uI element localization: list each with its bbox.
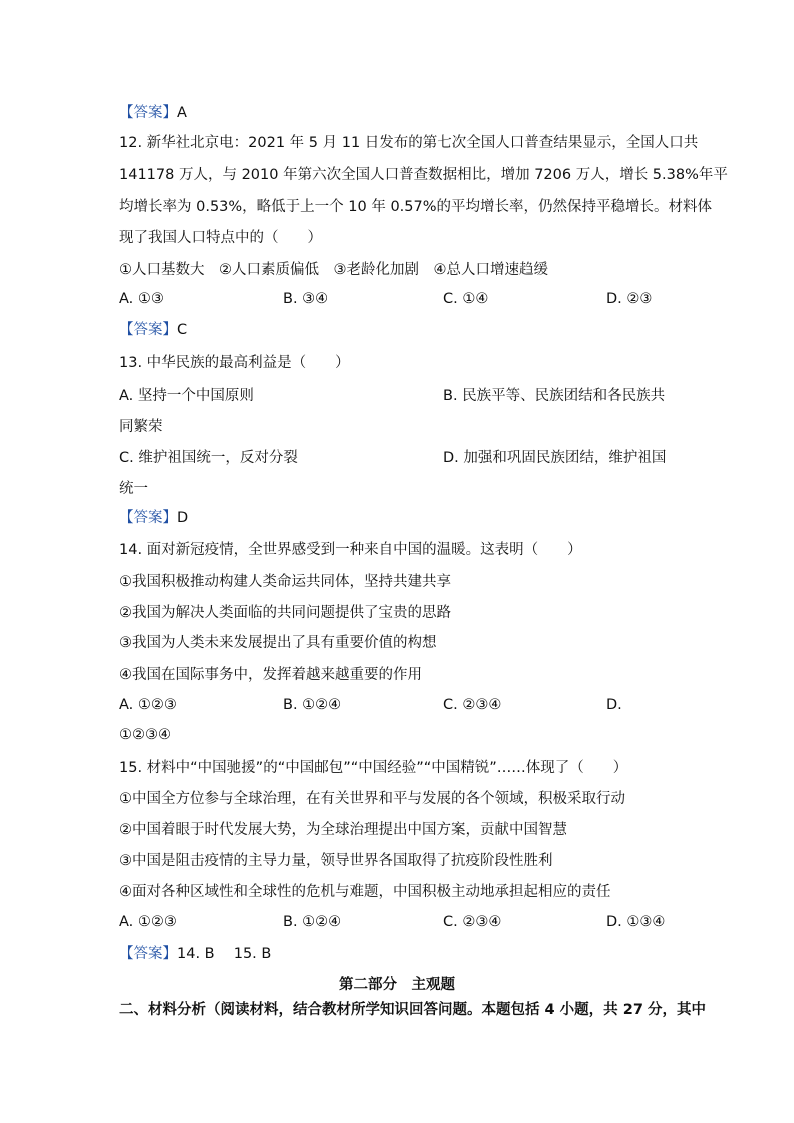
answer-line-14-15 [119, 944, 271, 964]
option-b: B. ①②④ [283, 914, 342, 930]
option-b-continued: 同繁荣 [119, 419, 163, 435]
option-d: D. 加强和巩固民族团结，维护祖国 [443, 450, 667, 466]
answer-line-13 [119, 508, 188, 528]
question-12-line-4: 现了我国人口特点中的（ ） [119, 230, 322, 246]
answer-value: 14. B 15. B [177, 946, 272, 962]
option-b: B. ①②④ [283, 697, 342, 713]
option-c: C. ①④ [443, 291, 489, 307]
section-intro: 二、材料分析（阅读材料，结合教材所学知识回答问题。本题包括 4 小题，共 27 分，其中 [119, 1002, 706, 1018]
question-15-item-1: ①中国全方位参与全球治理，在有关世界和平与发展的各个领域，积极采取行动 [119, 791, 625, 807]
option-a: A. ①②③ [119, 697, 177, 713]
option-b: B. 民族平等、民族团结和各民族共 [443, 388, 666, 404]
option-c: C. ②③④ [443, 697, 502, 713]
option-d: D. ②③ [606, 291, 653, 307]
answer-value: D [177, 510, 189, 526]
option-a: A. 坚持一个中国原则 [119, 388, 254, 404]
question-15-stem: 15. 材料中“中国驰援”的“中国邮包”“中国经验”“中国精锐”……体现了（ ） [119, 760, 628, 776]
option-d: D. ①③④ [606, 914, 666, 930]
option-d-continued: ①②③④ [119, 727, 171, 743]
question-15-item-2: ②中国着眼于时代发展大势，为全球治理提出中国方案，贡献中国智慧 [119, 822, 567, 838]
question-14-item-1: ①我国积极推动构建人类命运共同体，坚持共建共享 [119, 574, 451, 590]
answer-label: 【答案】 [119, 946, 177, 962]
option-c: C. ②③④ [443, 914, 502, 930]
option-a: A. ①②③ [119, 914, 177, 930]
answer-label: 【答案】 [119, 105, 177, 121]
question-15-item-4: ④面对各种区域性和全球性的危机与难题，中国积极主动地承担起相应的责任 [119, 884, 611, 900]
section-title: 第二部分 主观题 [339, 977, 455, 993]
question-12-line-3: 均增长率为 0.53%，略低于上一个 10 年 0.57%的平均增长率，仍然保持平稳增长。材料体 [119, 199, 713, 215]
option-d-continued: 统一 [119, 481, 148, 497]
answer-line-12 [119, 320, 187, 340]
answer-label: 【答案】 [119, 322, 177, 338]
option-a: A. ①③ [119, 291, 164, 307]
answer-value: C [177, 322, 188, 338]
question-12-line-2: 141178 万人，与 2010 年第六次全国人口普查数据相比，增加 7206 万人，增长 5.38%年平 [119, 167, 728, 183]
option-c: C. 维护祖国统一，反对分裂 [119, 450, 298, 466]
answer-line-11 [119, 103, 187, 123]
question-14-item-4: ④我国在国际事务中，发挥着越来越重要的作用 [119, 667, 422, 683]
question-12-line-1: 12. 新华社北京电：2021 年 5 月 11 日发布的第七次全国人口普查结果显示，全国人口共 [119, 135, 699, 151]
answer-label: 【答案】 [119, 510, 177, 526]
question-14-stem: 14. 面对新冠疫情，全世界感受到一种来自中国的温暖。这表明（ ） [119, 542, 582, 558]
question-14-item-2: ②我国为解决人类面临的共同问题提供了宝贵的思路 [119, 605, 451, 621]
question-12-items: ①人口基数大 ②人口素质偏低 ③老龄化加剧 ④总人口增速趋缓 [119, 262, 548, 278]
question-13-stem: 13. 中华民族的最高利益是（ ） [119, 355, 350, 371]
option-b: B. ③④ [283, 291, 329, 307]
answer-value: A [177, 105, 187, 121]
question-14-item-3: ③我国为人类未来发展提出了具有重要价值的构想 [119, 635, 437, 651]
option-d: D. [606, 697, 622, 713]
question-15-item-3: ③中国是阻击疫情的主导力量，领导世界各国取得了抗疫阶段性胜利 [119, 853, 553, 869]
